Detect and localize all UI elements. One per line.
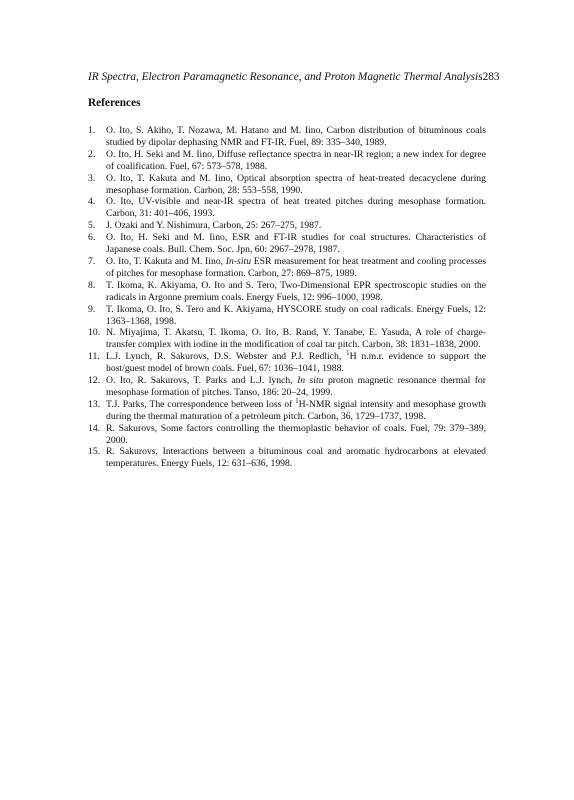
reference-text-part: L.J. Lynch, R. Sakurovs, D.S. Webster and P.J. Redlich, [106,351,347,363]
reference-text-part: T.J. Parks, The correspondence between loss of [106,398,296,410]
reference-superscript: 1 [346,349,350,357]
reference-number: 3. [88,172,96,184]
reference-text: R. Sakurovs, Some factors controlling the thermoplastic behavior of coals. Fuel, 79: 379–389, 2000. [106,422,486,446]
reference-text-part: H-NMR signal intensity and mesophase growth during the thermal maturation of a petroleum pitch. Carbon, 36, 1729–1737, 1998. [106,398,486,422]
reference-item [88,173,486,197]
reference-text: J. Ozaki and Y. Nishimura, Carbon, 25: 267–275, 1987. [106,220,322,232]
reference-item [88,304,486,328]
reference-item [88,125,486,149]
reference-text-italic: In situ [297,375,324,387]
reference-number: 9. [88,303,96,315]
reference-text-italic: In-situ [225,255,252,267]
reference-text: O. Ito, UV-visible and near-IR spectra of heat treated pitches during mesophase formation. Carbon, 31: 401–406, 1993. [106,196,486,220]
reference-item [88,232,486,256]
reference-item [88,220,486,232]
reference-number: 7. [88,255,96,267]
reference-text: O. Ito, H. Seki and M. Iino, Diffuse reflectance spectra in near-IR region; a new index for degree of coalification. Fuel, 67: 573–578, 1988. [106,148,486,172]
reference-number: 1. [88,125,96,136]
reference-text [106,256,486,280]
reference-text: T. Ikoma, O. Ito, S. Tero and K. Akiyama, HYSCORE study on coal radicals. Energy Fuels, 12: 1363–1368, 1998. [106,303,486,327]
reference-number: 14. [88,422,101,434]
reference-superscript: 1 [295,397,299,405]
reference-text [106,399,486,423]
running-header [88,70,500,84]
reference-item [88,351,486,375]
reference-number: 15. [88,446,101,458]
reference-number: 6. [88,232,96,244]
page-number: 283 [482,71,500,83]
reference-item [88,149,486,173]
reference-text: N. Miyajima, T. Akatsu, T. Ikoma, O. Ito, B. Rand, Y. Tanabe, E. Yasuda, A role of charge-transfer complex with iodine in the modification of coal tar pitch. Carbon, 38: 1831–1838, 2000. [106,327,486,351]
reference-item [88,399,486,423]
running-title: IR Spectra, Electron Paramagnetic Resonance, and Proton Magnetic Thermal Analysis [88,71,483,83]
reference-text: O. Ito, S. Akiho, T. Nozawa, M. Hatano and M. Iino, Carbon distribution of bituminous coals studied by dipolar dephasing NMR and FT-IR. Fuel, 89: 335–340, 1989. [106,125,486,148]
reference-number: 8. [88,279,96,291]
reference-number: 11. [88,351,100,363]
reference-text-part: H n.m.r. evidence to support the host/guest model of brown coals. Fuel, 67: 1036–1041, 1988. [106,351,486,375]
references-heading: References [88,97,141,109]
reference-text: O. Ito, T. Kakuta and M. Iino, Optical absorption spectra of heat-treated decacyclene during mesophase formation. Carbon, 28: 553–558, 1990. [106,172,486,196]
reference-text-part: ESR measurement for heat treatment and cooling processes of pitches for mesophase formation. Carbon, 27: 869–875, 1989. [106,255,487,279]
reference-item [88,196,486,220]
reference-item [88,327,486,351]
reference-list [88,125,486,470]
reference-number: 4. [88,196,96,208]
reference-number: 2. [88,148,96,160]
reference-text [106,351,486,375]
reference-text: R. Sakurovs, Interactions between a bituminous coal and aromatic hydrocarbons at elevated temperatures. Energy Fuels, 12: 631–636, 1998. [106,446,486,470]
reference-text: O. Ito, H. Seki and M. Iino, ESR and FT-IR studies for coal structures. Characteristics of Japanese coals. Bull. Chem. Soc. Jpn, 60: 2967–2978, 1987. [106,232,486,256]
reference-text-part: proton magnetic resonance thermal for mesophase formation of pitches. Tanso, 186: 20–24, 1999. [106,375,486,398]
reference-item [88,446,486,470]
reference-text [106,375,486,399]
reference-item [88,280,486,304]
reference-item [88,423,486,447]
reference-text: T. Ikoma, K. Akiyama, O. Ito and S. Tero, Two-Dimensional EPR spectroscopic studies on the radicals in Argonne premium coals. Energy Fuels, 12: 996–1000, 1998. [106,279,486,303]
reference-number: 5. [88,220,96,232]
reference-number: 10. [88,327,101,339]
reference-text-part: O. Ito, T. Kakuta and M. Iino, [106,255,226,267]
reference-item [88,256,486,280]
reference-text-part: O. Ito, R. Sakurovs, T. Parks and L.J. lynch, [106,375,298,387]
reference-number: 13. [88,398,101,410]
reference-item [88,375,486,399]
reference-number: 12. [88,375,101,387]
